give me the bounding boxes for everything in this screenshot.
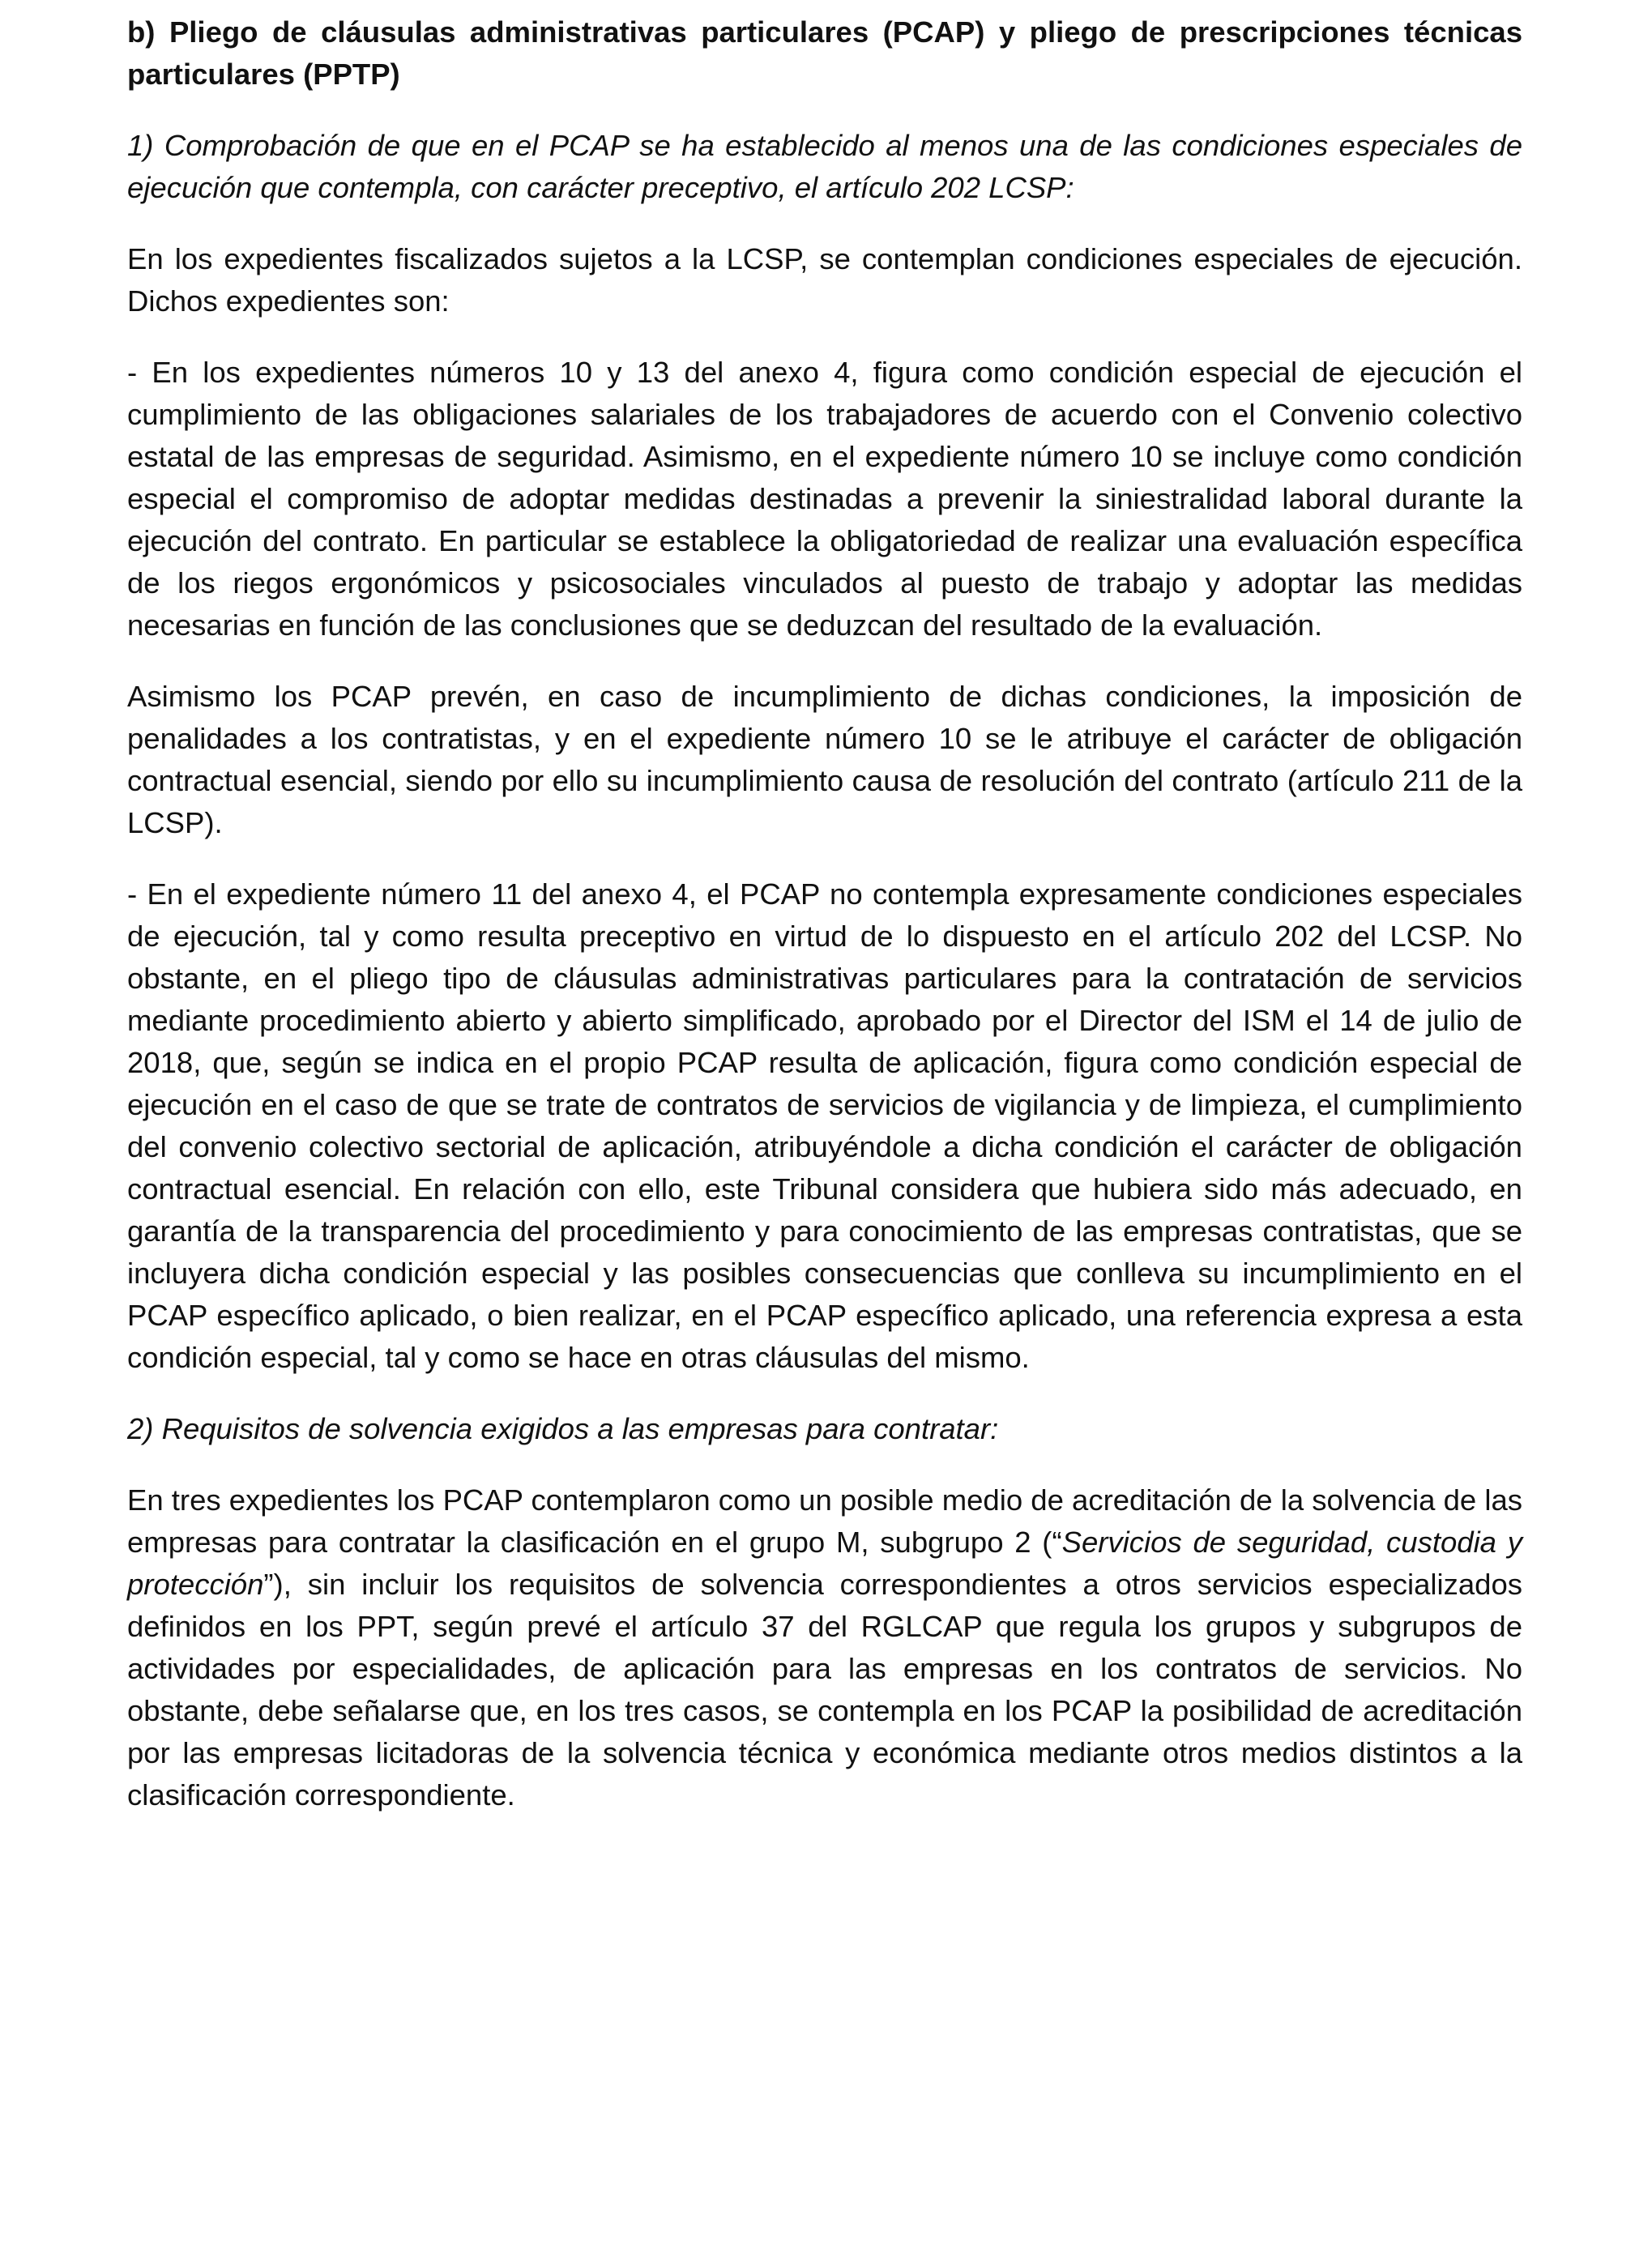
paragraph-solvencia-italic: Servicios de seguridad, custodia y protección — [127, 1526, 1522, 1601]
subsection-title-1: 1) Comprobación de que en el PCAP se ha establecido al menos una de las condiciones especiales de ejecución que contempla, con carácter preceptivo, el artículo 202 LCSP: — [127, 129, 1522, 204]
document-page — [127, 11, 1522, 1846]
paragraph-expedientes-10-13: - En los expedientes números 10 y 13 del anexo 4, figura como condición especial de ejecución el cumplimiento de las obligaciones salariales de los trabajadores de acuerdo con el Convenio colectivo estatal de las empresas de seguridad. Asimismo, en el expediente número 10 se incluye como condición especial el compromiso de adoptar medidas destinadas a prevenir la siniestralidad laboral durante la ejecución del contrato. En particular se establece la obligatoriedad de realizar una evaluación específica de los riegos ergonómicos y psicosociales vinculados al puesto de trabajo y adoptar las medidas necesarias en función de las conclusiones que se deduzcan del resultado de la evaluación. — [127, 356, 1522, 642]
paragraph-expediente-11: - En el expediente número 11 del anexo 4, el PCAP no contempla expresamente condiciones especiales de ejecución, tal y como resulta preceptivo en virtud de lo dispuesto en el artículo 202 del LCSP. No obstante, en el pliego tipo de cláusulas administrativas particulares para la contratación de servicios mediante procedimiento abierto y abierto simplificado, aprobado por el Director del ISM el 14 de julio de 2018, que, según se indica en el propio PCAP resulta de aplicación, figura como condición especial de ejecución en el caso de que se trate de contratos de servicios de vigilancia y de limpieza, el cumplimiento del convenio colectivo sectorial de aplicación, atribuyéndole a dicha condición el carácter de obligación contractual esencial. En relación con ello, este Tribunal considera que hubiera sido más adecuado, en garantía de la transparencia del procedimiento y para conocimiento de las empresas contratistas, que se incluyera dicha condición especial y las posibles consecuencias que conlleva su incumplimiento en el PCAP específico aplicado, o bien realizar, en el PCAP específico aplicado, una referencia expresa a esta condición especial, tal y como se hace en otras cláusulas del mismo. — [127, 877, 1522, 1374]
paragraph-solvencia-part-2: ”), sin incluir los requisitos de solvencia correspondientes a otros servicios especializados definidos en los PPT, según prevé el artículo 37 del RGLCAP que regula los grupos y subgrupos de actividades por especialidades, de aplicación para las empresas en los contratos de servicios. No obstante, debe señalarse que, en los tres casos, se contempla en los PCAP la posibilidad de acreditación por las empresas licitadoras de la solvencia técnica y económica mediante otros medios distintos a la clasificación correspondiente. — [127, 1568, 1522, 1812]
paragraph-solvencia — [127, 1479, 1522, 1816]
paragraph-solvencia-part-1: En tres expedientes los PCAP contemplaron como un posible medio de acreditación de la solvencia de las empresas para contratar la clasificación en el grupo M, subgrupo 2 (“ — [127, 1483, 1522, 1559]
section-heading: b) Pliego de cláusulas administrativas particulares (PCAP) y pliego de prescripciones técnicas particulares (PPTP) — [127, 15, 1522, 91]
subsection-title-2: 2) Requisitos de solvencia exigidos a las empresas para contratar: — [127, 1412, 999, 1445]
paragraph-intro: En los expedientes fiscalizados sujetos a la LCSP, se contemplan condiciones especiales de ejecución. Dichos expedientes son: — [127, 242, 1522, 318]
paragraph-penalidades: Asimismo los PCAP prevén, en caso de incumplimiento de dichas condiciones, la imposición de penalidades a los contratistas, y en el expediente número 10 se le atribuye el carácter de obligación contractual esencial, siendo por ello su incumplimiento causa de resolución del contrato (artículo 211 de la LCSP). — [127, 680, 1522, 839]
